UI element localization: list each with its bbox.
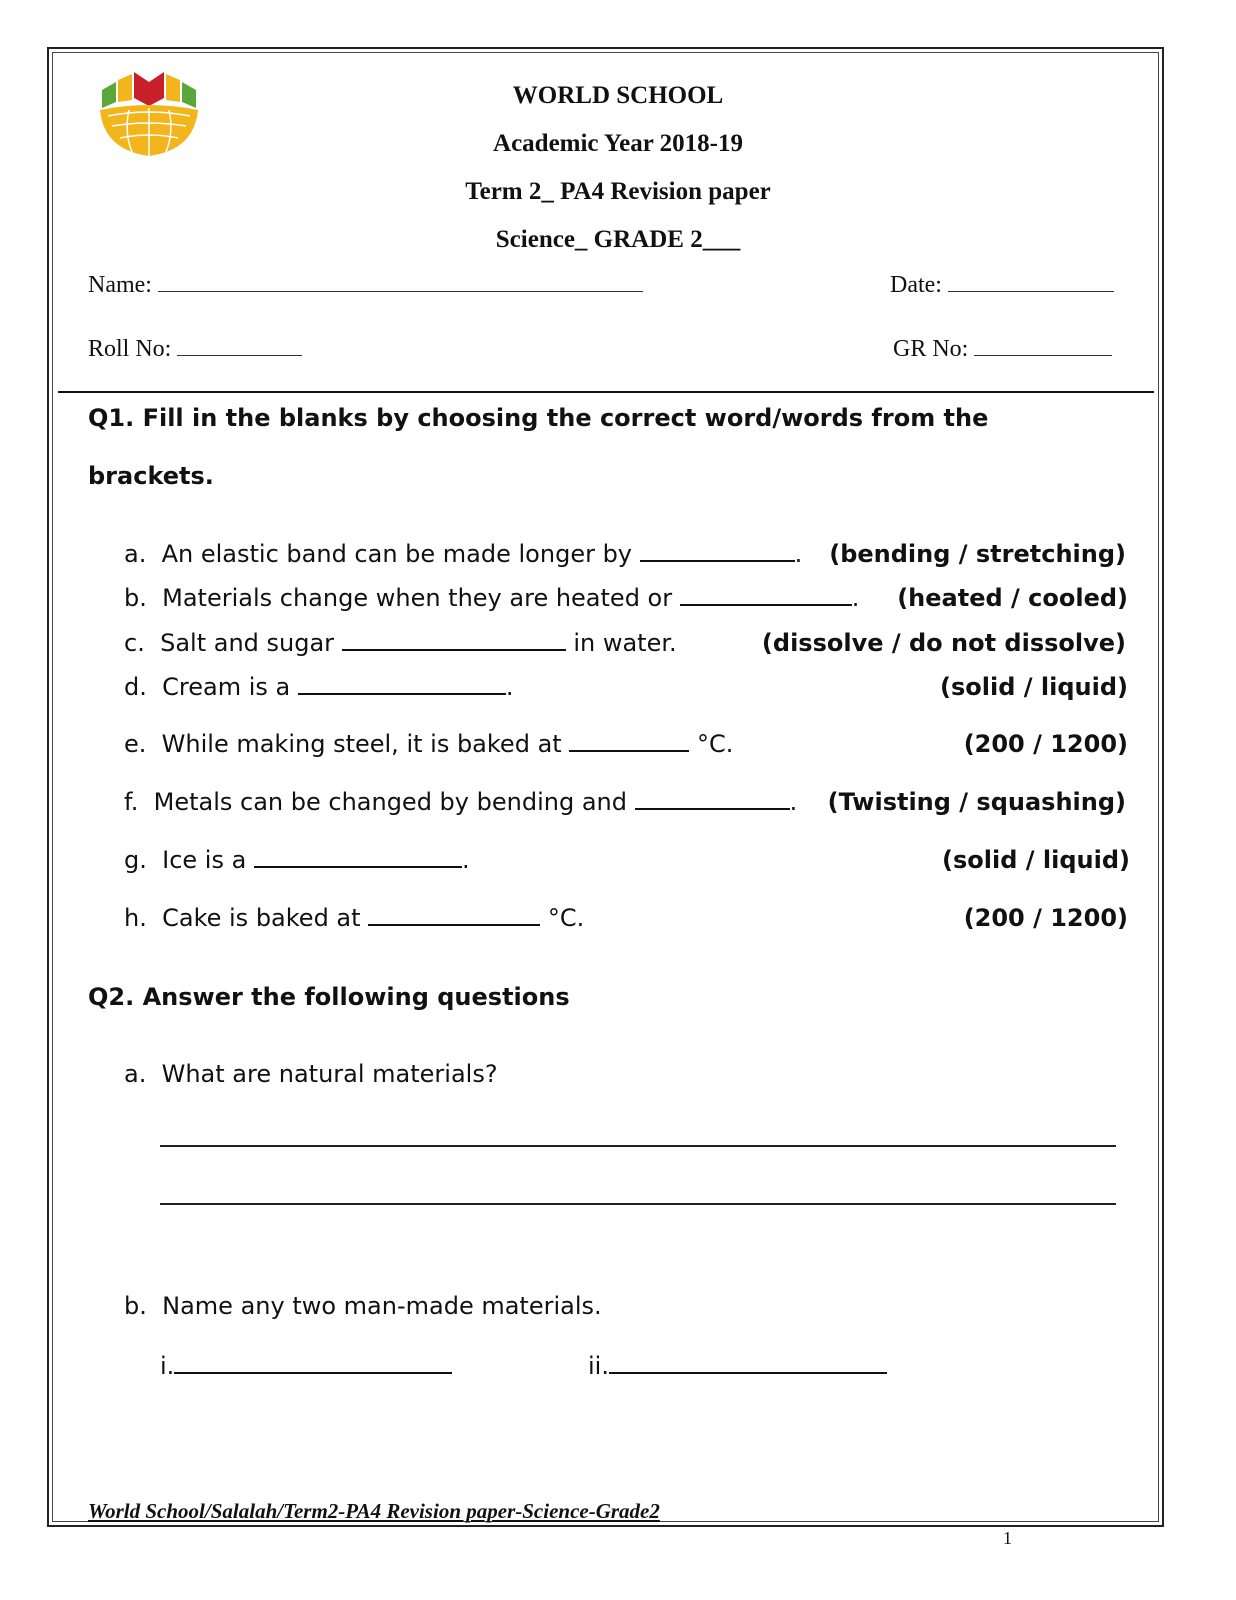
q2-item-b [124,1292,602,1320]
q2-b-answer-i[interactable] [160,1352,452,1380]
date-label: Date: [890,272,942,298]
q1-title: Q1. Fill in the blanks by choosing the correct word/words from the [88,404,989,432]
item-letter: b. [124,1292,147,1320]
subject-grade: Science_ GRADE 2___ [495,226,741,253]
q1-item-d-options: (solid / liquid) [940,673,1128,701]
q1-item-c [124,629,677,657]
q1-item-c-options: (dissolve / do not dissolve) [761,629,1126,657]
item-text: Ice is a [162,846,247,874]
answer-blank[interactable] [680,584,852,606]
item-letter: b. [124,584,147,612]
item-letter: a. [124,1060,147,1088]
roll-field[interactable] [88,336,302,363]
answer-blank[interactable] [640,540,795,562]
page-number: 1 [1003,1528,1012,1548]
item-text: Cake is baked at [162,904,361,932]
item-post: . [851,584,860,612]
answer-blank[interactable] [342,629,566,651]
item-text: What are natural materials? [161,1060,498,1088]
q1-item-a [124,540,802,568]
item-letter: f. [124,788,139,816]
roman-i: i. [160,1352,175,1380]
item-text: Cream is a [162,673,291,701]
name-field[interactable] [88,272,643,299]
q1-title-cont: brackets. [88,462,214,490]
item-post: . [505,673,514,701]
q1-item-h-options: (200 / 1200) [963,904,1128,932]
answer-line-2[interactable] [160,1203,1116,1205]
answer-line-1[interactable] [160,1145,1116,1147]
header-divider [58,391,1154,393]
q2-b-answer-ii[interactable] [588,1352,887,1380]
q1-item-g-options: (solid / liquid) [942,846,1130,874]
roll-label: Roll No: [88,336,172,362]
item-text: While making steel, it is baked at [161,730,562,758]
q1-item-d [124,673,514,701]
footer-text: World School/Salalah/Term2-PA4 Revision paper-Science-Grade2 [88,1499,660,1523]
item-post: °C. [696,730,734,758]
date-line[interactable] [948,273,1114,292]
q1-item-e [124,730,733,758]
q1-item-a-options: (bending / stretching) [829,540,1126,568]
q1-item-b [124,584,859,612]
answer-blank[interactable] [635,788,790,810]
gr-label: GR No: [893,336,969,362]
answer-blank[interactable] [174,1352,452,1374]
term-title: Term 2_ PA4 Revision paper [465,178,771,205]
academic-year: Academic Year 2018-19 [493,130,743,157]
item-text: Name any two man-made materials. [162,1292,602,1320]
answer-blank[interactable] [609,1352,887,1374]
item-letter: e. [124,730,147,758]
name-label: Name: [88,272,152,298]
item-post: . [794,540,803,568]
q1-item-f-options: (Twisting / squashing) [827,788,1126,816]
q1-item-e-options: (200 / 1200) [963,730,1128,758]
answer-blank[interactable] [298,673,506,695]
gr-field[interactable] [893,336,1112,363]
q2-item-a [124,1060,498,1088]
gr-line[interactable] [974,337,1112,356]
item-text: Materials change when they are heated or [162,584,673,612]
item-letter: h. [124,904,147,932]
item-letter: a. [124,540,147,568]
item-post: . [789,788,798,816]
q2-title: Q2. Answer the following questions [88,983,570,1011]
item-post: in water. [573,629,677,657]
item-post: . [461,846,470,874]
school-name: WORLD SCHOOL [512,82,724,109]
name-line[interactable] [158,273,643,292]
item-letter: g. [124,846,147,874]
q1-item-b-options: (heated / cooled) [897,584,1128,612]
q1-item-f [124,788,797,816]
answer-blank[interactable] [569,730,689,752]
item-text: Salt and sugar [160,629,335,657]
date-field[interactable] [890,272,1114,299]
item-letter: d. [124,673,147,701]
item-text: Metals can be changed by bending and [153,788,627,816]
item-text: An elastic band can be made longer by [161,540,633,568]
roman-ii: ii. [588,1352,609,1380]
item-post: °C. [547,904,585,932]
q1-item-g [124,846,470,874]
roll-line[interactable] [177,337,302,356]
item-letter: c. [124,629,145,657]
q1-item-h [124,904,584,932]
answer-blank[interactable] [368,904,540,926]
answer-blank[interactable] [254,846,462,868]
